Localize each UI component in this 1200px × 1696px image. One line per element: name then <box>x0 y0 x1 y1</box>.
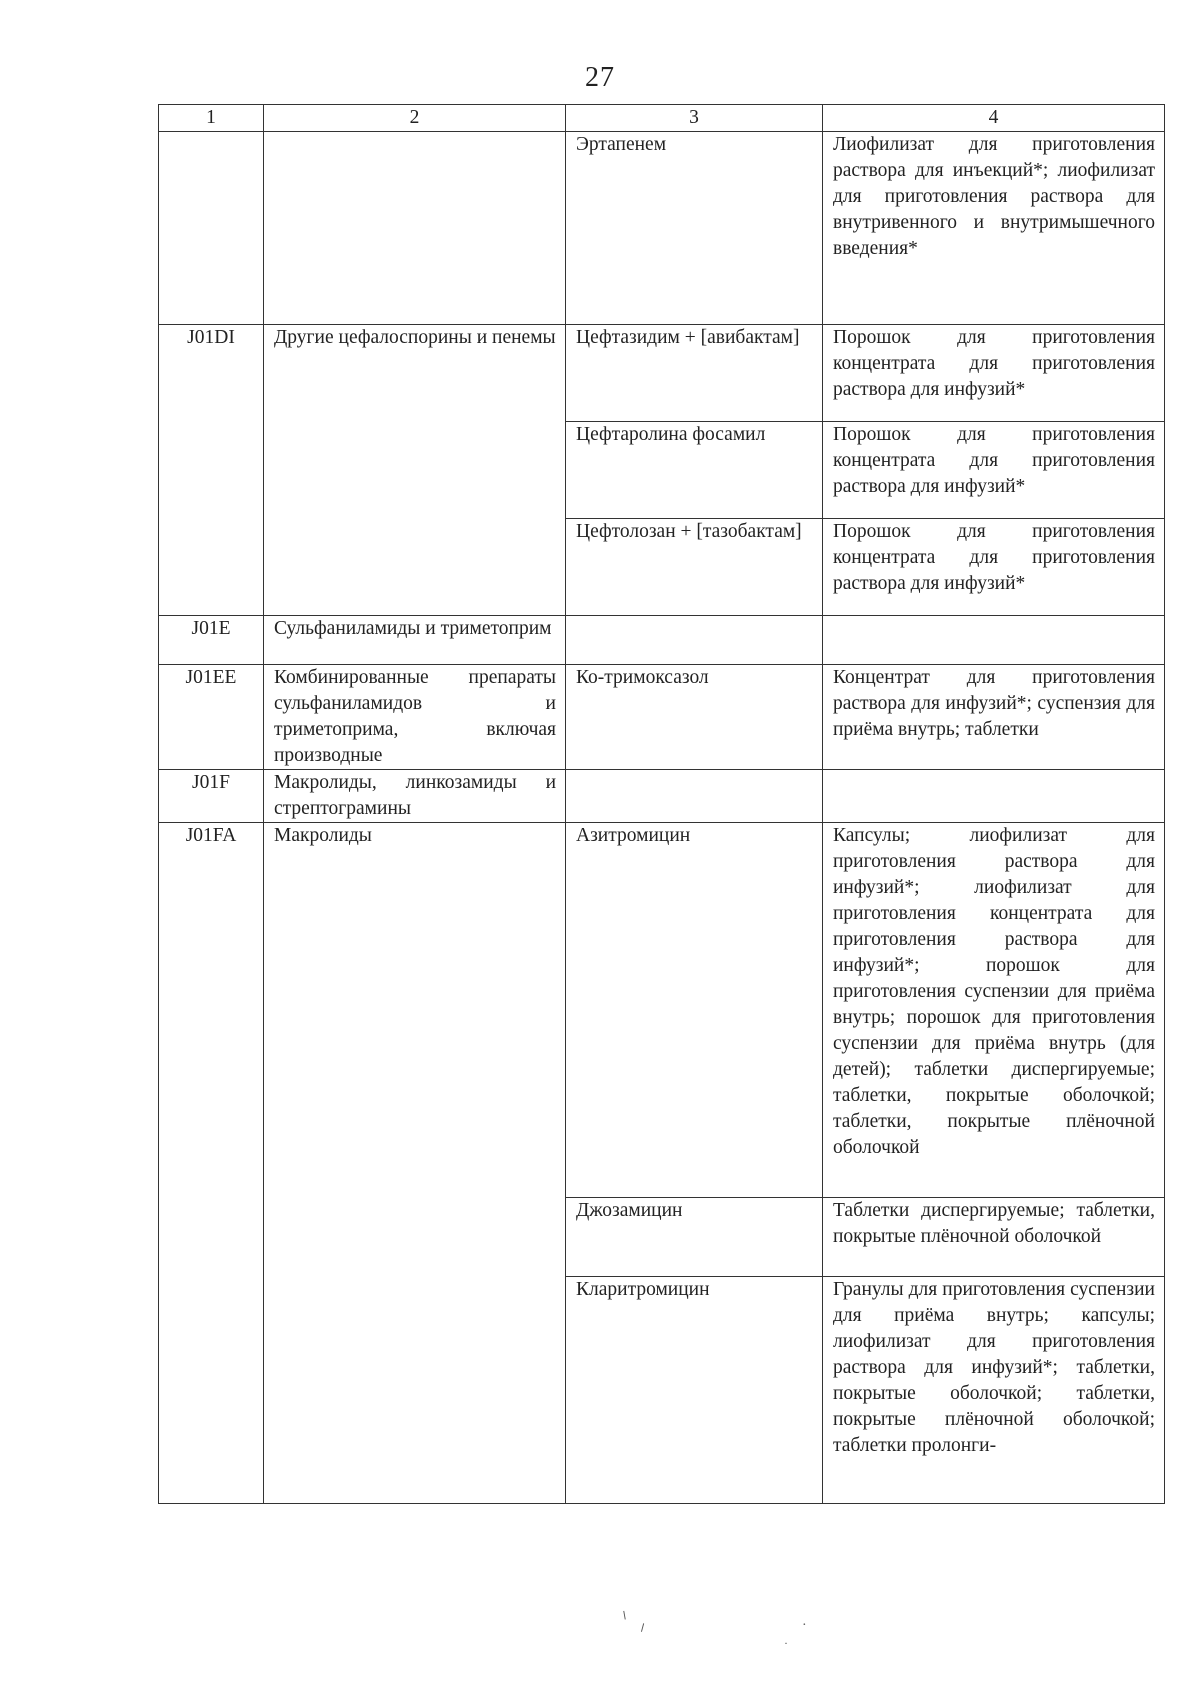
drug-name-cell: Азитромицин <box>566 823 823 1198</box>
drug-name-cell <box>566 616 823 665</box>
group-name-cell <box>264 132 566 325</box>
table-row <box>159 325 1165 422</box>
scan-speck: · <box>784 1636 788 1650</box>
drug-name-cell: Цефтолозан + [тазобактам] <box>566 519 823 616</box>
scan-speck: · <box>802 1618 807 1633</box>
column-header: 4 <box>823 105 1165 132</box>
column-header: 2 <box>264 105 566 132</box>
scan-speck: ⸝ <box>631 1613 650 1635</box>
drug-name-cell <box>566 770 823 823</box>
atc-code-cell: J01F <box>159 770 264 823</box>
scan-speck: ⸌ <box>613 1607 632 1629</box>
table-row <box>159 665 1165 770</box>
atc-code-cell: J01EE <box>159 665 264 770</box>
dosage-form-cell <box>823 770 1165 823</box>
group-name-cell: Сульфаниламиды и триметоприм <box>264 616 566 665</box>
dosage-form-cell: Концентрат для приготовления раствора для инфузий*; суспензия для приёма внутрь; таблетки <box>823 665 1165 770</box>
group-name-cell: Макролиды, линкозамиды и стрептограмины <box>264 770 566 823</box>
dosage-form-cell: Лиофилизат для приготовления раствора для инъекций*; лиофилизат для приготовления раствора для внутривенного и внутримышечного введения* <box>823 132 1165 325</box>
drug-name-cell: Джозамицин <box>566 1198 823 1277</box>
dosage-form-cell: Порошок для приготовления концентрата для приготовления раствора для инфузий* <box>823 519 1165 616</box>
dosage-form-cell: Таблетки диспергируемые; таблетки, покрытые плёночной оболочкой <box>823 1198 1165 1277</box>
group-name-cell: Другие цефалоспорины и пенемы <box>264 325 566 616</box>
drug-name-cell: Цефтаролина фосамил <box>566 422 823 519</box>
drug-name-cell: Кларитромицин <box>566 1277 823 1504</box>
header-row <box>159 105 1165 132</box>
dosage-form-cell <box>823 616 1165 665</box>
drug-name-cell: Цефтазидим + [авибактам] <box>566 325 823 422</box>
group-name-cell: Комбинированные препараты сульфаниламидов и триметоприма, включая производные <box>264 665 566 770</box>
dosage-form-cell: Порошок для приготовления концентрата для приготовления раствора для инфузий* <box>823 325 1165 422</box>
column-header: 1 <box>159 105 264 132</box>
dosage-form-cell: Капсулы; лиофилизат для приготовления раствора для инфузий*; лиофилизат для приготовления концентрата для приготовления раствора для инфузий*; порошок для приготовления суспензии для приёма внутрь; порошок для приготовления суспензии для приёма внутрь (для детей); таблетки диспергируемые; таблетки, покрытые оболочкой; таблетки, покрытые плёночной оболочкой <box>823 823 1165 1198</box>
atc-code-cell: J01DI <box>159 325 264 616</box>
atc-code-cell <box>159 132 264 325</box>
group-name-cell: Макролиды <box>264 823 566 1504</box>
column-header: 3 <box>566 105 823 132</box>
atc-code-cell: J01FA <box>159 823 264 1504</box>
drug-name-cell: Ко-тримоксазол <box>566 665 823 770</box>
table-row <box>159 616 1165 665</box>
table-row <box>159 823 1165 1198</box>
drug-name-cell: Эртапенем <box>566 132 823 325</box>
table-row <box>159 132 1165 325</box>
drug-table <box>158 104 1165 1504</box>
page-number: 27 <box>585 62 615 93</box>
dosage-form-cell: Порошок для приготовления концентрата для приготовления раствора для инфузий* <box>823 422 1165 519</box>
table-row <box>159 770 1165 823</box>
atc-code-cell: J01E <box>159 616 264 665</box>
dosage-form-cell: Гранулы для приготовления суспензии для приёма внутрь; капсулы; лиофилизат для приготовления раствора для инфузий*; таблетки, покрытые оболочкой; таблетки, покрытые плёночной оболочкой; таблетки пролонги- <box>823 1277 1165 1504</box>
